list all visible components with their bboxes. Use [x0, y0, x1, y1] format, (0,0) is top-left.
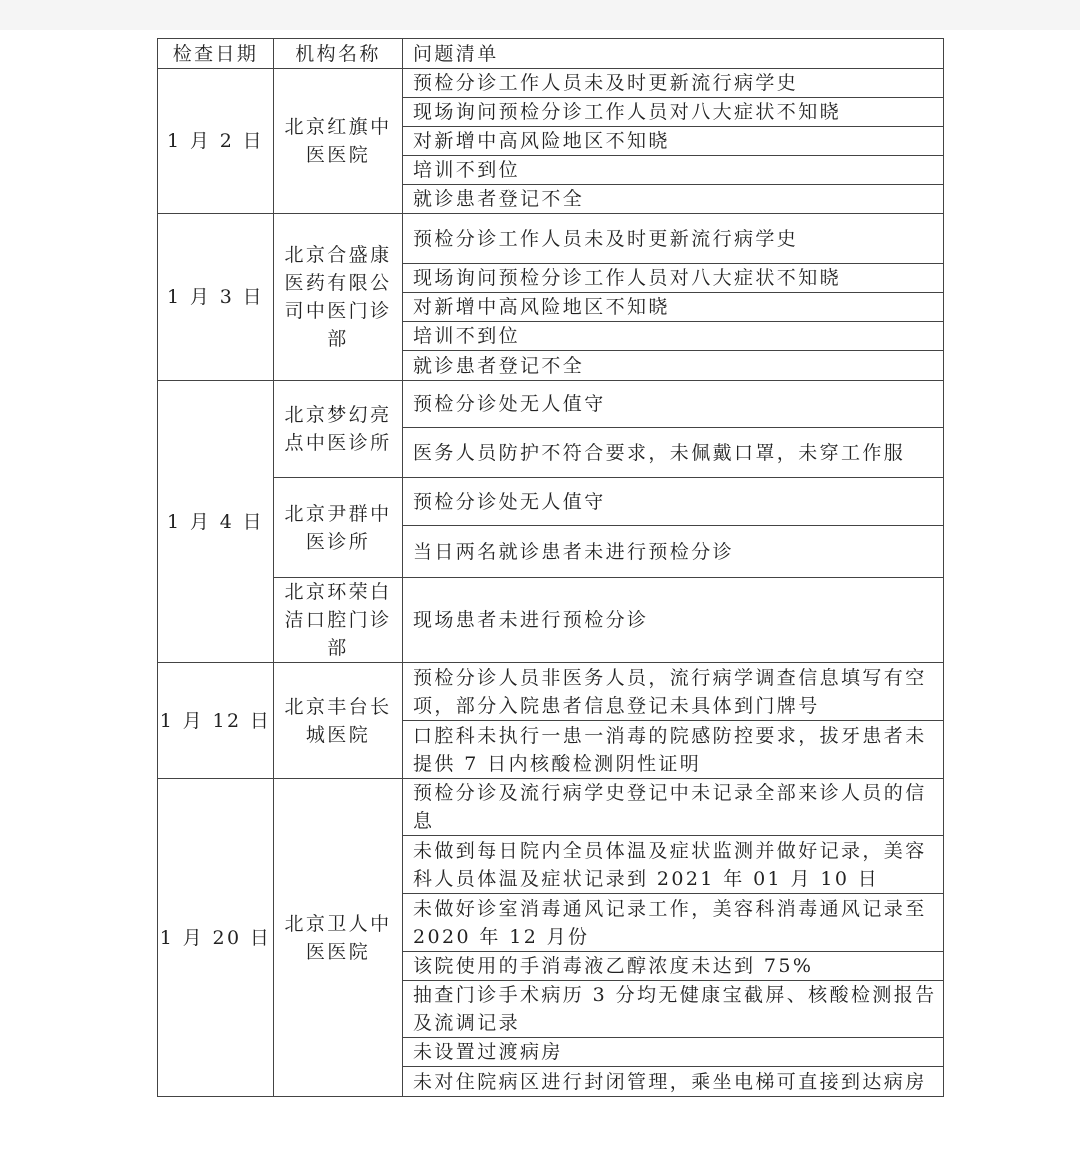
inspection-date: 1 月 4 日	[158, 381, 274, 663]
inspection-date: 1 月 3 日	[158, 214, 274, 381]
issue-item: 预检分诊处无人值守	[403, 478, 944, 526]
table-row	[158, 779, 944, 836]
issue-item: 现场患者未进行预检分诊	[403, 578, 944, 663]
issue-item: 预检分诊工作人员未及时更新流行病学史	[403, 69, 944, 98]
issue-item: 预检分诊及流行病学史登记中未记录全部来诊人员的信息	[403, 779, 944, 836]
inspection-date: 1 月 12 日	[158, 663, 274, 779]
issue-item: 该院使用的手消毒液乙醇浓度未达到 75%	[403, 952, 944, 981]
issue-item: 抽查门诊手术病历 3 分均无健康宝截屏、核酸检测报告及流调记录	[403, 981, 944, 1038]
institution-name: 北京红旗中医医院	[274, 69, 403, 214]
issue-item: 预检分诊工作人员未及时更新流行病学史	[403, 214, 944, 264]
table-header-row	[158, 39, 944, 69]
issue-item: 就诊患者登记不全	[403, 351, 944, 381]
page-top-margin	[0, 0, 1080, 30]
issue-item: 对新增中高风险地区不知晓	[403, 293, 944, 322]
issue-item: 预检分诊处无人值守	[403, 381, 944, 428]
issue-item: 未设置过渡病房	[403, 1038, 944, 1067]
table-row	[158, 381, 944, 428]
header-date: 检查日期	[158, 39, 274, 69]
table-row	[158, 578, 944, 663]
inspection-date: 1 月 2 日	[158, 69, 274, 214]
institution-name: 北京丰台长城医院	[274, 663, 403, 779]
issue-item: 未对住院病区进行封闭管理，乘坐电梯可直接到达病房	[403, 1067, 944, 1097]
inspection-table	[157, 38, 944, 1097]
issue-item: 当日两名就诊患者未进行预检分诊	[403, 526, 944, 578]
table-row	[158, 69, 944, 98]
issue-item: 现场询问预检分诊工作人员对八大症状不知晓	[403, 264, 944, 293]
table-row	[158, 478, 944, 526]
issue-item: 现场询问预检分诊工作人员对八大症状不知晓	[403, 98, 944, 127]
issue-item: 对新增中高风险地区不知晓	[403, 127, 944, 156]
issue-item: 口腔科未执行一患一消毒的院感防控要求，拔牙患者未提供 7 日内核酸检测阴性证明	[403, 721, 944, 779]
table-row	[158, 663, 944, 721]
institution-name: 北京梦幻亮点中医诊所	[274, 381, 403, 478]
institution-name: 北京卫人中医医院	[274, 779, 403, 1097]
issue-item: 培训不到位	[403, 322, 944, 351]
header-issues: 问题清单	[403, 39, 944, 69]
issue-item: 培训不到位	[403, 156, 944, 185]
institution-name: 北京尹群中医诊所	[274, 478, 403, 578]
institution-name: 北京环荣白洁口腔门诊部	[274, 578, 403, 663]
table-row	[158, 214, 944, 264]
issue-item: 就诊患者登记不全	[403, 185, 944, 214]
issue-item: 医务人员防护不符合要求，未佩戴口罩，未穿工作服	[403, 428, 944, 478]
issue-item: 未做好诊室消毒通风记录工作，美容科消毒通风记录至 2020 年 12 月份	[403, 894, 944, 952]
issue-item: 预检分诊人员非医务人员，流行病学调查信息填写有空项，部分入院患者信息登记未具体到门牌号	[403, 663, 944, 721]
inspection-date: 1 月 20 日	[158, 779, 274, 1097]
issue-item: 未做到每日院内全员体温及症状监测并做好记录，美容科人员体温及症状记录到 2021 年 01 月 10 日	[403, 836, 944, 894]
header-org: 机构名称	[274, 39, 403, 69]
institution-name: 北京合盛康医药有限公司中医门诊部	[274, 214, 403, 381]
